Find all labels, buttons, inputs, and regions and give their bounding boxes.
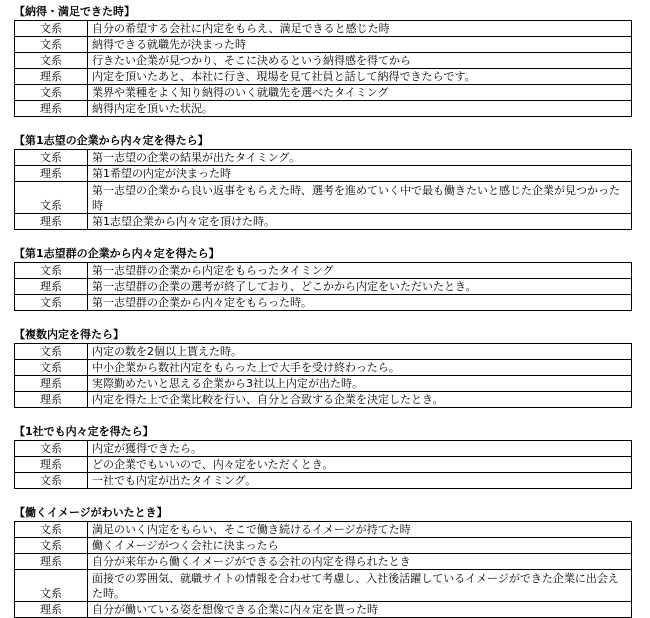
response-table <box>14 343 632 408</box>
category-cell: 理系 <box>15 166 88 182</box>
response-cell: 第1志望企業から内々定を頂けた時。 <box>88 214 632 230</box>
response-cell: 納得できる就職先が決まった時 <box>88 37 632 53</box>
section-title: 【1社でも内々定を得たら】 <box>14 425 154 438</box>
section-title: 【働くイメージがわいたとき】 <box>14 506 168 519</box>
category-cell: 文系 <box>15 53 88 69</box>
category-cell: 理系 <box>15 214 88 230</box>
table-row <box>15 392 632 408</box>
response-table <box>14 20 632 117</box>
table-row <box>15 538 632 554</box>
section <box>14 505 636 618</box>
response-table <box>14 521 632 618</box>
table-row <box>15 554 632 570</box>
table-row <box>15 522 632 538</box>
response-cell: 自分の希望する会社に内定をもらえ、満足できると感じた時 <box>88 21 632 37</box>
table-row <box>15 263 632 279</box>
table-row <box>15 85 632 101</box>
response-cell: 第一志望群の企業から内々定をもらった時。 <box>88 295 632 311</box>
response-cell: 第一志望の企業の結果が出たタイミング。 <box>88 150 632 166</box>
table-row <box>15 214 632 230</box>
section <box>14 4 636 117</box>
section <box>14 424 636 489</box>
response-cell: 中小企業から数社内定をもらった上で大手を受け終わったら。 <box>88 360 632 376</box>
category-cell: 文系 <box>15 21 88 37</box>
response-cell: 内定を頂いたあと、本社に行き、現場を見て社員と話して納得できたらです。 <box>88 69 632 85</box>
response-cell: 自分が働いている姿を想像できる企業に内々定を貰った時 <box>88 602 632 618</box>
table-row <box>15 37 632 53</box>
category-cell: 文系 <box>15 263 88 279</box>
response-cell: 業界や業種をよく知り納得のいく就職先を選べたタイミング <box>88 85 632 101</box>
category-cell: 理系 <box>15 392 88 408</box>
section-title: 【納得・満足できた時】 <box>14 5 135 18</box>
response-cell: 内定が獲得できたら。 <box>88 441 632 457</box>
section-title: 【複数内定を得たら】 <box>14 328 124 341</box>
response-cell: 内定の数を2個以上貰えた時。 <box>88 344 632 360</box>
section-title: 【第1志望の企業から内々定を得たら】 <box>14 134 209 147</box>
section <box>14 133 636 230</box>
response-cell: 第1希望の内定が決まった時 <box>88 166 632 182</box>
table-row <box>15 182 632 214</box>
response-table <box>14 262 632 311</box>
category-cell: 理系 <box>15 457 88 473</box>
table-row <box>15 166 632 182</box>
response-cell: 働くイメージがつく会社に決まったら <box>88 538 632 554</box>
category-cell: 文系 <box>15 150 88 166</box>
category-cell: 理系 <box>15 602 88 618</box>
category-cell: 理系 <box>15 69 88 85</box>
category-cell: 文系 <box>15 295 88 311</box>
table-row <box>15 69 632 85</box>
section <box>14 327 636 408</box>
category-cell: 文系 <box>15 570 88 602</box>
section <box>14 246 636 311</box>
category-cell: 文系 <box>15 182 88 214</box>
response-cell: 第一志望群の企業から内定をもらったタイミング <box>88 263 632 279</box>
section-title: 【第1志望群の企業から内々定を得たら】 <box>14 247 220 260</box>
category-cell: 文系 <box>15 85 88 101</box>
response-cell: 内定を得た上で企業比較を行い、自分と合致する企業を決定したとき。 <box>88 392 632 408</box>
table-row <box>15 53 632 69</box>
table-row <box>15 360 632 376</box>
category-cell: 文系 <box>15 522 88 538</box>
category-cell: 文系 <box>15 344 88 360</box>
table-row <box>15 295 632 311</box>
response-table <box>14 440 632 489</box>
response-table <box>14 149 632 230</box>
response-cell: 満足のいく内定をもらい、そこで働き続けるイメージが持てた時 <box>88 522 632 538</box>
table-row <box>15 570 632 602</box>
response-cell: 第一志望の企業から良い返事をもらえた時、選考を進めていく中で最も働きたいと感じた企業が見つかった時 <box>88 182 632 214</box>
response-cell: どの企業でもいいので、内々定をいただくとき。 <box>88 457 632 473</box>
response-cell: 実際勤めたいと思える企業から3社以上内定が出た時。 <box>88 376 632 392</box>
response-cell: 第一志望群の企業の選考が終了しており、どこかから内定をいただいたとき。 <box>88 279 632 295</box>
category-cell: 理系 <box>15 279 88 295</box>
table-row <box>15 473 632 489</box>
table-row <box>15 279 632 295</box>
response-cell: 一社でも内定が出たタイミング。 <box>88 473 632 489</box>
table-row <box>15 376 632 392</box>
category-cell: 理系 <box>15 376 88 392</box>
table-row <box>15 457 632 473</box>
response-cell: 納得内定を頂いた状況。 <box>88 101 632 117</box>
table-row <box>15 441 632 457</box>
category-cell: 理系 <box>15 101 88 117</box>
response-cell: 自分が来年から働くイメージができる会社の内定を得られたとき <box>88 554 632 570</box>
response-cell: 面接での雰囲気、就職サイトの情報を合わせて考慮し、入社後活躍しているイメージができた企業に出会えた時。 <box>88 570 632 602</box>
table-row <box>15 21 632 37</box>
table-row <box>15 101 632 117</box>
category-cell: 文系 <box>15 473 88 489</box>
category-cell: 文系 <box>15 360 88 376</box>
response-cell: 行きたい企業が見つかり、そこに決めるという納得感を得てから <box>88 53 632 69</box>
category-cell: 理系 <box>15 554 88 570</box>
table-row <box>15 344 632 360</box>
table-row <box>15 150 632 166</box>
category-cell: 文系 <box>15 441 88 457</box>
category-cell: 文系 <box>15 37 88 53</box>
category-cell: 文系 <box>15 538 88 554</box>
